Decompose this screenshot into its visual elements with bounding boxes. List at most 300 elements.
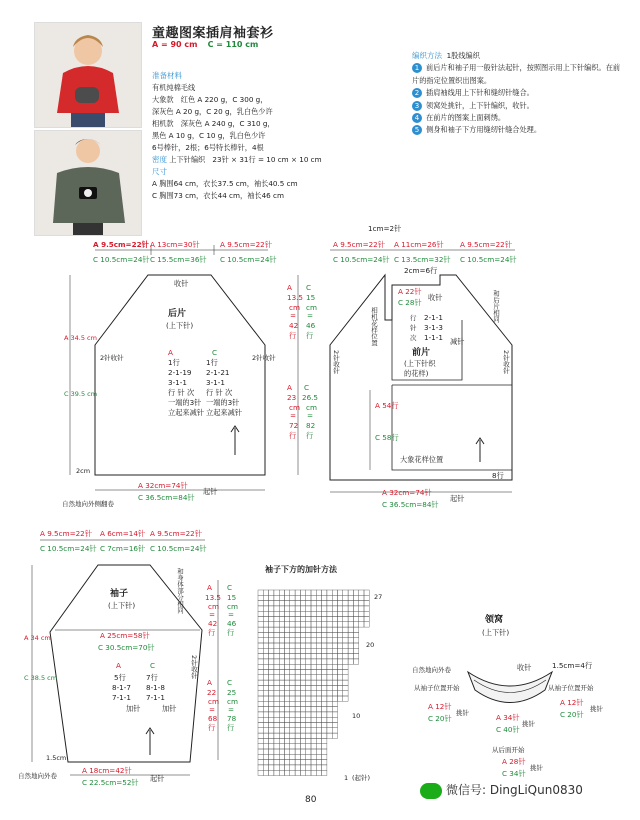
chart-cell xyxy=(285,723,290,728)
collar-center-c: C 40针 xyxy=(496,725,520,734)
chart-cell xyxy=(306,754,311,759)
chart-cell xyxy=(306,765,311,770)
chart-cell xyxy=(322,696,327,701)
chart-cell xyxy=(311,738,316,743)
chart-cell xyxy=(353,590,358,595)
chart-cell xyxy=(327,611,332,616)
chart-cell xyxy=(300,595,305,600)
chart-cell xyxy=(327,648,332,653)
chart-cell xyxy=(285,590,290,595)
svg-text:cm: cm xyxy=(208,697,219,706)
elephant-rows-c: C 58行 xyxy=(375,433,399,442)
materials-line: 有机纯棉毛线 xyxy=(152,83,196,92)
chart-cell xyxy=(300,738,305,743)
chart-cell xyxy=(311,765,316,770)
chart-cell xyxy=(300,701,305,706)
chart-cell xyxy=(338,632,343,637)
chart-cell xyxy=(290,701,295,706)
chart-cell xyxy=(269,617,274,622)
method-step: 2 插肩袖线用上下针和缝纫针缝合。 xyxy=(412,87,622,99)
chart-cell xyxy=(285,712,290,717)
elephant-rows-a: A 54行 xyxy=(375,401,399,410)
chart-cell xyxy=(258,664,263,669)
chart-cell xyxy=(359,601,364,606)
svg-text:cm: cm xyxy=(289,303,300,312)
chart-cell xyxy=(290,664,295,669)
chart-cell xyxy=(322,733,327,738)
chart-cell xyxy=(295,717,300,722)
chart-cell xyxy=(316,701,321,706)
chart-cell xyxy=(353,659,358,664)
chart-cell xyxy=(332,638,337,643)
svg-text:行 针 次: 行 针 次 xyxy=(168,388,195,397)
chart-cell xyxy=(269,728,274,733)
chart-cell xyxy=(322,680,327,685)
chart-cell xyxy=(290,622,295,627)
chart-cell xyxy=(300,622,305,627)
chart-cell xyxy=(322,606,327,611)
svg-text:=: = xyxy=(209,610,216,619)
chart-cell xyxy=(269,696,274,701)
back-cast-on-label: 起针 xyxy=(203,487,218,496)
chart-cell xyxy=(295,744,300,749)
chart-cell xyxy=(263,675,268,680)
chart-cell xyxy=(274,601,279,606)
chart-cell xyxy=(274,760,279,765)
chart-cell xyxy=(353,595,358,600)
chart-cell xyxy=(285,738,290,743)
chart-cell xyxy=(295,595,300,600)
chart-cell xyxy=(258,728,263,733)
chart-cell xyxy=(263,659,268,664)
chart-cell xyxy=(300,749,305,754)
back-a-decrease-column xyxy=(168,348,204,417)
chart-cell xyxy=(348,627,353,632)
chart-cell xyxy=(311,701,316,706)
chart-cell xyxy=(263,707,268,712)
chart-cell xyxy=(295,601,300,606)
chart-cell xyxy=(274,765,279,770)
chart-cell xyxy=(263,738,268,743)
chart-cell xyxy=(258,733,263,738)
sleeve-top-left-a: A 9.5cm=22针 xyxy=(40,529,92,538)
chart-cell xyxy=(343,595,348,600)
front-neck-steps xyxy=(410,313,417,342)
chart-cell xyxy=(279,632,284,637)
chart-cell xyxy=(338,675,343,680)
upper-height-a xyxy=(287,283,303,340)
chart-cell xyxy=(295,643,300,648)
chart-cell xyxy=(353,627,358,632)
chart-cell xyxy=(274,664,279,669)
back-bottom-a: A 32cm=74针 xyxy=(138,481,188,490)
chart-cell xyxy=(269,664,274,669)
chart-cell xyxy=(263,654,268,659)
chart-cell xyxy=(285,670,290,675)
chart-cell xyxy=(290,749,295,754)
front-bottom-c: C 36.5cm=84针 xyxy=(382,500,439,509)
svg-text:cm: cm xyxy=(306,303,317,312)
chart-cell xyxy=(269,770,274,775)
chart-cell xyxy=(258,670,263,675)
svg-text:cm: cm xyxy=(227,697,238,706)
chart-cell xyxy=(327,622,332,627)
chart-cell xyxy=(348,659,353,664)
chart-cell xyxy=(285,754,290,759)
chart-cell xyxy=(316,760,321,765)
chart-cell xyxy=(279,638,284,643)
chart-cell xyxy=(322,712,327,717)
chart-cell xyxy=(269,632,274,637)
back-left-decrease: 2针收针 xyxy=(100,354,124,362)
chart-cell xyxy=(285,696,290,701)
chart-cell xyxy=(285,765,290,770)
chart-cell xyxy=(258,622,263,627)
svg-text:25: 25 xyxy=(227,688,237,697)
back-top-center-c: C 15.5cm=36针 xyxy=(150,255,207,264)
svg-text:A: A xyxy=(207,678,212,687)
chart-cell xyxy=(274,606,279,611)
chart-cell xyxy=(322,643,327,648)
materials-line: 黑色 A 10 g，C 10 g，乳白色少许 xyxy=(152,131,266,140)
chart-cell xyxy=(327,680,332,685)
chart-cell xyxy=(359,595,364,600)
elephant-pattern-position: 大象花样位置 xyxy=(400,455,444,464)
back-c-decrease-column xyxy=(206,348,242,417)
step-number-icon: 4 xyxy=(412,113,422,123)
chart-cell xyxy=(285,707,290,712)
chart-cell xyxy=(269,601,274,606)
sleeve-top-right-c: C 10.5cm=24针 xyxy=(150,544,207,553)
front-bottom-a: A 32cm=74针 xyxy=(382,488,432,497)
chart-cell xyxy=(311,632,316,637)
chart-cell xyxy=(263,696,268,701)
chart-cell xyxy=(258,590,263,595)
chart-cell xyxy=(290,648,295,653)
chart-cell xyxy=(332,595,337,600)
back-subtitle: (上下针) xyxy=(166,321,194,330)
chart-cell xyxy=(269,670,274,675)
front-top-left-a: A 9.5cm=22针 xyxy=(333,240,385,249)
chart-cell xyxy=(263,617,268,622)
chart-cell xyxy=(316,691,321,696)
sleeve-c-increase xyxy=(146,661,176,713)
chart-cell xyxy=(316,590,321,595)
chart-cell xyxy=(364,590,369,595)
chart-cell xyxy=(364,617,369,622)
sleeve-hem-note: 自然地向外卷 xyxy=(18,772,57,780)
chart-cell xyxy=(290,675,295,680)
wechat-watermark xyxy=(420,779,630,801)
chart-cell xyxy=(311,760,316,765)
chart-cell xyxy=(348,643,353,648)
svg-text:15: 15 xyxy=(227,593,237,602)
svg-text:A: A xyxy=(116,661,121,670)
chart-row-label: 10 xyxy=(352,712,361,720)
chart-cell xyxy=(258,770,263,775)
chart-cell xyxy=(322,728,327,733)
chart-cell xyxy=(343,622,348,627)
chart-cell xyxy=(332,707,337,712)
svg-text:A: A xyxy=(168,348,173,357)
chart-cell xyxy=(316,749,321,754)
svg-text:7-1-1: 7-1-1 xyxy=(146,693,165,702)
chart-cell xyxy=(300,590,305,595)
method-step: 4 在前片的图案上面刺绣。 xyxy=(412,112,622,124)
chart-cell xyxy=(263,728,268,733)
svg-text:15: 15 xyxy=(306,293,316,302)
chart-cell xyxy=(338,654,343,659)
chart-cell xyxy=(300,712,305,717)
chart-cell xyxy=(311,590,316,595)
chart-cell xyxy=(290,738,295,743)
front-top-right-a: A 9.5cm=22针 xyxy=(460,240,512,249)
chart-cell xyxy=(290,770,295,775)
chart-cell xyxy=(263,712,268,717)
chart-cell xyxy=(327,675,332,680)
step-number-icon: 3 xyxy=(412,101,422,111)
chart-cell xyxy=(306,617,311,622)
gauge-heading: 密度 xyxy=(152,155,167,164)
collar-right-a: A 12针 xyxy=(560,698,584,707)
svg-text:2-1-19: 2-1-19 xyxy=(168,368,192,377)
chart-cell xyxy=(295,685,300,690)
chart-cell xyxy=(274,712,279,717)
chart-cell xyxy=(279,744,284,749)
chart-cell xyxy=(263,670,268,675)
chart-cell xyxy=(258,648,263,653)
chart-cell xyxy=(274,685,279,690)
chart-cell xyxy=(258,627,263,632)
chart-cell xyxy=(348,606,353,611)
chart-cell xyxy=(258,738,263,743)
method-step: 3 领窝处挑针，上下针编织，收针。 xyxy=(412,100,622,112)
chart-cell xyxy=(300,606,305,611)
chart-cell xyxy=(300,643,305,648)
chart-cell xyxy=(269,648,274,653)
collar-pick-center: 挑针 xyxy=(522,720,535,728)
svg-text:减针: 减针 xyxy=(450,337,465,346)
chart-cell xyxy=(290,611,295,616)
chart-cell xyxy=(316,680,321,685)
chart-cell xyxy=(258,691,263,696)
increase-chart-labels xyxy=(344,593,382,782)
chart-cell xyxy=(322,622,327,627)
chart-cell xyxy=(290,659,295,664)
chart-cell xyxy=(279,770,284,775)
chart-cell xyxy=(316,675,321,680)
chart-cell xyxy=(274,691,279,696)
svg-text:3-1-1: 3-1-1 xyxy=(206,378,225,387)
svg-text:23: 23 xyxy=(287,393,297,402)
chart-cell xyxy=(316,643,321,648)
chart-cell xyxy=(258,712,263,717)
chart-cell xyxy=(322,707,327,712)
sleeve-upper-c xyxy=(227,583,238,637)
chart-cell xyxy=(300,685,305,690)
materials-line: 6号棒针，2根；6号特长棒针，4根 xyxy=(152,143,264,152)
chart-cell xyxy=(311,611,316,616)
chart-cell xyxy=(332,670,337,675)
chart-cell xyxy=(279,754,284,759)
chart-cell xyxy=(327,733,332,738)
chart-cell xyxy=(300,664,305,669)
front-neck-c: C 28针 xyxy=(398,298,422,307)
svg-text:=: = xyxy=(228,705,235,714)
collar-diagram xyxy=(412,613,604,778)
chart-cell xyxy=(338,643,343,648)
front-top-center-c: C 13.5cm=32针 xyxy=(394,255,451,264)
chart-cell xyxy=(343,601,348,606)
chart-cell xyxy=(269,595,274,600)
chart-cell xyxy=(300,617,305,622)
size-c-detail: C 胸围73 cm，衣长44 cm，袖长46 cm xyxy=(152,191,284,200)
chart-cell xyxy=(285,659,290,664)
chart-cell xyxy=(300,675,305,680)
chart-cell xyxy=(327,707,332,712)
chart-cell xyxy=(285,680,290,685)
chart-cell xyxy=(279,606,284,611)
chart-cell xyxy=(274,717,279,722)
sleeve-top-right-a: A 9.5cm=22针 xyxy=(150,529,202,538)
chart-cell xyxy=(263,590,268,595)
upper-height-c xyxy=(306,283,317,340)
chart-cell xyxy=(306,664,311,669)
chart-cell xyxy=(343,696,348,701)
chart-cell xyxy=(300,632,305,637)
chart-cell xyxy=(263,632,268,637)
chart-cell xyxy=(285,685,290,690)
chart-cell xyxy=(343,664,348,669)
chart-cell xyxy=(258,611,263,616)
chart-cell xyxy=(311,733,316,738)
chart-cell xyxy=(295,675,300,680)
svg-text:行: 行 xyxy=(208,628,216,637)
chart-cell xyxy=(274,659,279,664)
svg-text:2-1-1: 2-1-1 xyxy=(424,313,443,322)
front-title: 前片 xyxy=(412,348,431,358)
chart-cell xyxy=(269,638,274,643)
chart-cell xyxy=(295,712,300,717)
chart-cell xyxy=(285,760,290,765)
chart-cell xyxy=(322,685,327,690)
chart-cell xyxy=(274,696,279,701)
svg-text:42: 42 xyxy=(208,619,218,628)
chart-cell xyxy=(285,627,290,632)
chart-cell xyxy=(290,643,295,648)
camera-pattern-position: 相机花样位置 xyxy=(370,307,378,346)
chart-cell xyxy=(300,648,305,653)
chart-cell xyxy=(295,749,300,754)
chart-cell xyxy=(295,664,300,669)
back-height-c: C 39.5 cm xyxy=(64,390,98,398)
chart-cell xyxy=(269,765,274,770)
chart-cell xyxy=(332,691,337,696)
chart-cell xyxy=(274,749,279,754)
chart-cell xyxy=(269,760,274,765)
chart-cell xyxy=(263,760,268,765)
chart-cell xyxy=(343,675,348,680)
chart-cell xyxy=(306,717,311,722)
chart-cell xyxy=(285,701,290,706)
front-right-decrease: 2针收针 xyxy=(502,350,510,374)
front-top-left-c: C 10.5cm=24针 xyxy=(333,255,390,264)
chart-cell xyxy=(327,595,332,600)
chart-cell xyxy=(306,701,311,706)
chart-cell xyxy=(311,606,316,611)
chart-cell xyxy=(295,617,300,622)
chart-cell xyxy=(263,606,268,611)
chart-cell xyxy=(338,627,343,632)
chart-cell xyxy=(353,617,358,622)
sleeve-join-note: 和身体部分相同 xyxy=(176,568,184,614)
chart-cell xyxy=(311,754,316,759)
chart-cell xyxy=(263,754,268,759)
chart-cell xyxy=(338,595,343,600)
chart-cell xyxy=(306,643,311,648)
chart-cell xyxy=(290,760,295,765)
chart-cell xyxy=(364,601,369,606)
chart-cell xyxy=(290,717,295,722)
chart-cell xyxy=(311,664,316,669)
chart-cell xyxy=(327,664,332,669)
chart-cell xyxy=(311,654,316,659)
chart-cell xyxy=(285,733,290,738)
svg-text:82: 82 xyxy=(306,421,316,430)
chart-cell xyxy=(274,611,279,616)
back-top-right-c: C 10.5cm=24针 xyxy=(220,255,277,264)
svg-text:cm: cm xyxy=(289,403,300,412)
svg-text:C: C xyxy=(304,383,310,392)
chart-cell xyxy=(332,590,337,595)
chart-cell xyxy=(306,648,311,653)
chart-cell xyxy=(269,659,274,664)
chart-cell xyxy=(316,696,321,701)
chart-cell xyxy=(263,627,268,632)
sleeve-top-center-c: C 7cm=16针 xyxy=(100,544,146,553)
chart-cell xyxy=(332,601,337,606)
chart-cell xyxy=(258,654,263,659)
chart-cell xyxy=(306,606,311,611)
chart-cell xyxy=(290,744,295,749)
increase-chart-grid xyxy=(258,590,369,776)
svg-text:行: 行 xyxy=(227,723,235,732)
chart-cell xyxy=(322,611,327,616)
svg-text:=: = xyxy=(228,610,235,619)
collar-pick-right: 挑针 xyxy=(590,705,603,713)
svg-text:5行: 5行 xyxy=(114,673,126,682)
chart-cell xyxy=(279,707,284,712)
chart-cell xyxy=(279,749,284,754)
chart-cell xyxy=(332,606,337,611)
chart-cell xyxy=(327,606,332,611)
chart-cell xyxy=(269,606,274,611)
chart-cell xyxy=(316,707,321,712)
svg-text:行: 行 xyxy=(306,431,314,440)
chart-cell xyxy=(290,691,295,696)
collar-left-a: A 12针 xyxy=(428,702,452,711)
chart-cell xyxy=(306,675,311,680)
chart-cell xyxy=(269,622,274,627)
chart-cell xyxy=(285,622,290,627)
chart-cell xyxy=(338,680,343,685)
chart-cell xyxy=(316,765,321,770)
front-subtitle2: 的花样) xyxy=(404,369,429,378)
chart-cell xyxy=(306,632,311,637)
chart-cell xyxy=(316,627,321,632)
chart-cell xyxy=(306,670,311,675)
chart-cell xyxy=(332,701,337,706)
